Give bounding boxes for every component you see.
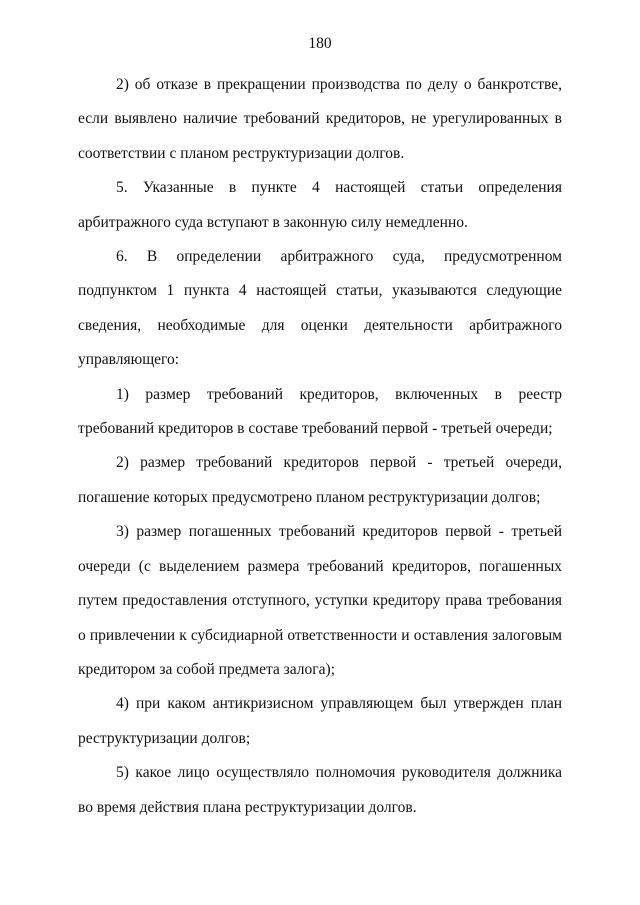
document-body (78, 68, 562, 825)
paragraph-subitem-5: 5) какое лицо осуществляло полномочия руководителя должника во время действия плана реструктуризации долгов. (78, 764, 562, 816)
paragraph-refusal-termination: 2) об отказе в прекращении производства по делу о банкротстве, если выявлено наличие требований кредиторов, не урегулированных в соответствии с планом реструктуризации долгов. (78, 76, 562, 162)
paragraph-item-6: 6. В определении арбитражного суда, предусмотренном подпунктом 1 пункта 4 настоящей статьи, указываются следующие сведения, необходимые для оценки деятельности арбитражного управляющего: (78, 248, 562, 369)
page-number: 180 (308, 35, 332, 52)
paragraph-subitem-4: 4) при каком антикризисном управляющем был утвержден план реструктуризации долгов; (78, 695, 562, 747)
paragraph-subitem-2: 2) размер требований кредиторов первой - третьей очереди, погашение которых предусмотрено планом реструктуризации долгов; (78, 454, 562, 506)
paragraph-subitem-3: 3) размер погашенных требований кредиторов первой - третьей очереди (с выделением размера требований кредиторов, погашенных путем предоставления отступного, уступки кредитору права требования о привлечении к субсидиарной ответственности и оставления залоговым кредитором за собой предмета залога); (78, 523, 562, 678)
paragraph-item-5: 5. Указанные в пункте 4 настоящей статьи определения арбитражного суда вступают в законную силу немедленно. (78, 179, 562, 231)
paragraph-subitem-1: 1) размер требований кредиторов, включенных в реестр требований кредиторов в составе требований первой - третьей очереди; (78, 385, 562, 438)
